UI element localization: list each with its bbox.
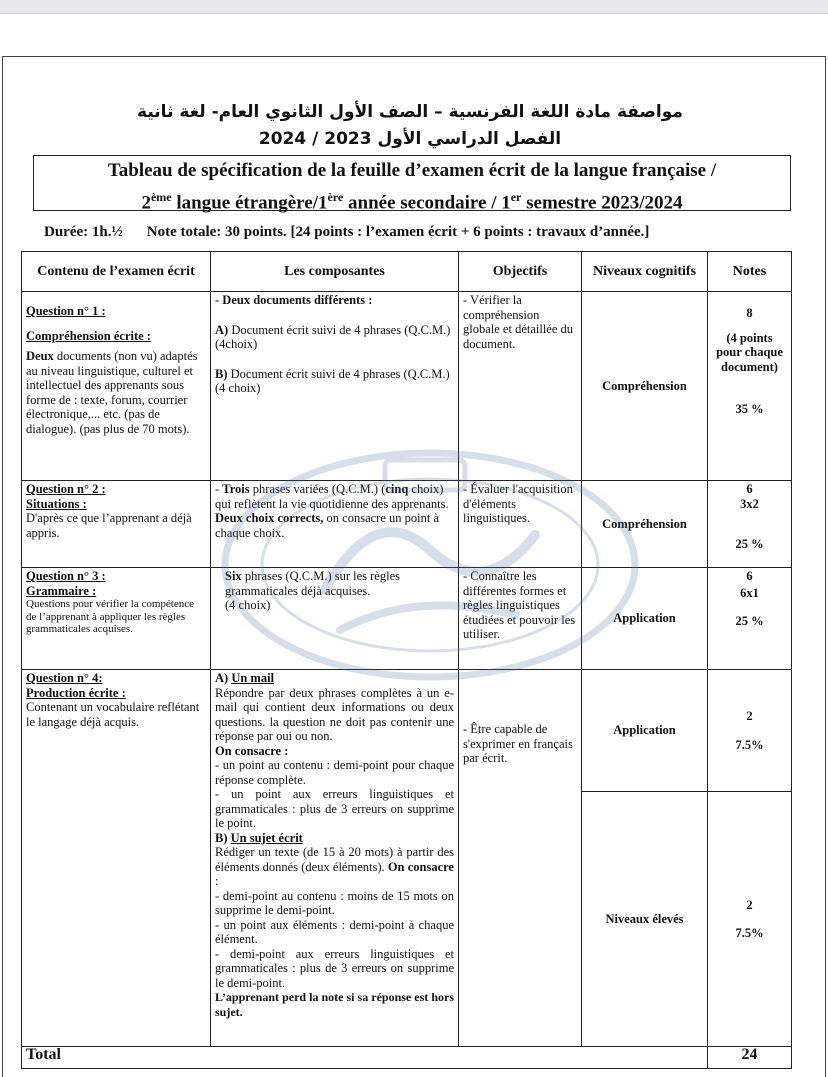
french-title-box [33,155,791,214]
q4-a-consacre: On consacre : [215,743,289,758]
q2-note-detail: 3x2 [740,496,759,511]
header-niveaux: Niveaux cognitifs [582,252,708,292]
q3-note-percent: 25 % [735,614,764,628]
q1-note-percent: 35 % [735,402,764,416]
arabic-title-line2: الفصل الدراسي الأول 2023 / 2024 [258,129,562,149]
q1-notes [708,292,792,481]
q2-note-value: 6 [746,482,753,496]
table-row-q4a [22,670,792,792]
q3-note-detail: 6x1 [740,585,759,600]
q2-note-percent: 25 % [735,537,764,551]
table-row-q3 [22,568,792,670]
q1-description: Deux documents (non vu) adaptés au niveau linguistique, culturel et intellectuel des apprenants sous forme de : texte, forum, courrier électronique,... etc. (pas de dialogue). (pas plus de 70 mots). [26,349,198,436]
q4-description: Contenant un vocabulaire reflétant le langage déjà acquis. [26,700,200,729]
q3-contenu [22,568,211,670]
q1-composantes [211,292,459,481]
q3-comp-text: Six phrases (Q.C.M.) sur les règles grammaticales déjà acquises. [225,569,400,598]
q4-b-text: Rédiger un texte (de 15 à 20 mots) à partir des éléments donnés (deux éléments). On consacre : [215,845,454,888]
total-label: Total [22,1047,708,1069]
q4-final-note: L’apprenant perd la note si sa réponse est hors sujet. [215,990,454,1019]
q3-comp-choice: (4 choix) [225,598,271,612]
table-row-total [22,1047,792,1069]
q3-description: Questions pour vérifier la compétence de l’apprenant à appliquer les règles grammaticales acquises. [26,598,194,635]
q2-description: D'après ce que l’apprenant a déjà appris. [26,511,192,540]
header-contenu: Contenu de l’examen écrit [22,252,211,292]
q4-title: Question n° 4: [26,671,103,685]
q4-objectif: - Être capable de s'exprimer en français par écrit. [459,670,582,1047]
q1-objectif: - Vérifier la compréhension globale et détaillée du document. [459,292,582,481]
header-notes: Notes [708,252,792,292]
q4-a-point1: - un point au contenu : demi-point pour chaque réponse complète. [215,758,454,787]
q1-note-detail: (4 points pour chaque document) [716,330,783,374]
q4-b-point2: - un point aux éléments : demi-point à chaque élément. [215,917,454,946]
q3-subtitle: Grammaire : [26,583,97,598]
q4-niveau-b: Niveaux élevés [582,792,708,1047]
q4-b-point3: - demi-point aux erreurs linguistiques et grammaticales : plus de 3 erreurs on supprime le demi-point. [215,946,454,990]
header-objectifs: Objectifs [459,252,582,292]
total-value: 24 [708,1047,792,1069]
french-title-line2: 2ème langue étrangère/1ère année secondaire / 1er semestre 2023/2024 [141,190,683,214]
table-header-row [22,252,792,292]
french-title-line1: Tableau de spécification de la feuille d’examen écrit de la langue française / [107,160,717,181]
q1-comp-a: A) Document écrit suivi de 4 phrases (Q.C.M.) (4choix) [215,322,451,351]
q1-comp-title: - Deux documents différents : [215,293,373,307]
q1-note-value: 8 [746,306,753,320]
q4-subtitle: Production écrite : [26,685,126,700]
arabic-title-line1: مواصفة مادة اللغة الفرنسية – الصف الأول الثانوي العام- لغة ثانية [137,102,683,122]
q4-a-point2: - un point aux erreurs linguistiques et grammaticales : plus de 3 erreurs on supprime le point. [215,787,454,830]
q4-a-heading: A) Un mail [215,671,275,685]
q3-objectif: - Connaître les différentes formes et règles linguistiques étudiées et pouvoir les utiliser. [459,568,582,670]
q3-note-value: 6 [746,569,753,583]
q4-composantes [211,670,459,1047]
q3-niveau: Application [582,568,708,670]
table-row-q1 [22,292,792,481]
q4-note-a-percent: 7.5% [735,737,764,752]
q2-comp-scoring: Deux choix corrects, on consacre un point à chaque choix. [215,511,440,540]
q1-comp-b: B) Document écrit suivi de 4 phrases (Q.C.M.) (4 choix) [215,366,450,395]
header-composantes: Les composantes [211,252,459,292]
q4-note-a-value: 2 [746,709,753,723]
q4-notes-a [708,670,792,792]
q4-note-b-value: 2 [746,897,753,912]
q4-niveau-a: Application [582,670,708,792]
q1-subtitle: Compréhension écrite : [26,328,151,343]
q2-objectif: - Évaluer l'acquisition d'éléments linguistiques. [459,481,582,568]
q4-a-text: Répondre par deux phrases complètes à un e-mail qui contient deux informations ou deux questions. la question ne doit pas contenir une réponse par oui ou non. [215,685,454,743]
q3-composantes [211,568,459,670]
duration-line [44,224,649,241]
q2-notes [708,481,792,568]
q1-contenu [22,292,211,481]
q4-contenu [22,670,211,1047]
q4-notes-b [708,792,792,1047]
q4-note-b-percent: 7.5% [735,926,764,940]
q4-b-point1: - demi-point au contenu : moins de 15 mots on supprime le demi-point. [215,888,454,917]
q3-notes [708,568,792,670]
q4-b-heading: B) Un sujet écrit [215,830,303,845]
q2-comp-text: - Trois phrases variées (Q.C.M.) (cinq choix) qui reflètent la vie quotidienne des apprenants. [215,482,449,511]
q1-title: Question n° 1 : [26,304,106,318]
q2-contenu [22,481,211,568]
q2-title: Question n° 2 : [26,482,106,496]
table-row-q2 [22,481,792,568]
total-note-text: Note totale: 30 points. [24 points : l’examen écrit + 6 points : travaux d’année.] [146,224,650,240]
q2-niveau: Compréhension [582,481,708,568]
duration-text: Durée: 1h.½ [44,224,123,240]
q2-composantes [211,481,459,568]
specification-table [21,251,792,1069]
q1-niveau: Compréhension [582,292,708,481]
browser-top-bar [0,0,828,14]
q2-subtitle: Situations : [26,496,87,511]
q3-title: Question n° 3 : [26,569,106,583]
